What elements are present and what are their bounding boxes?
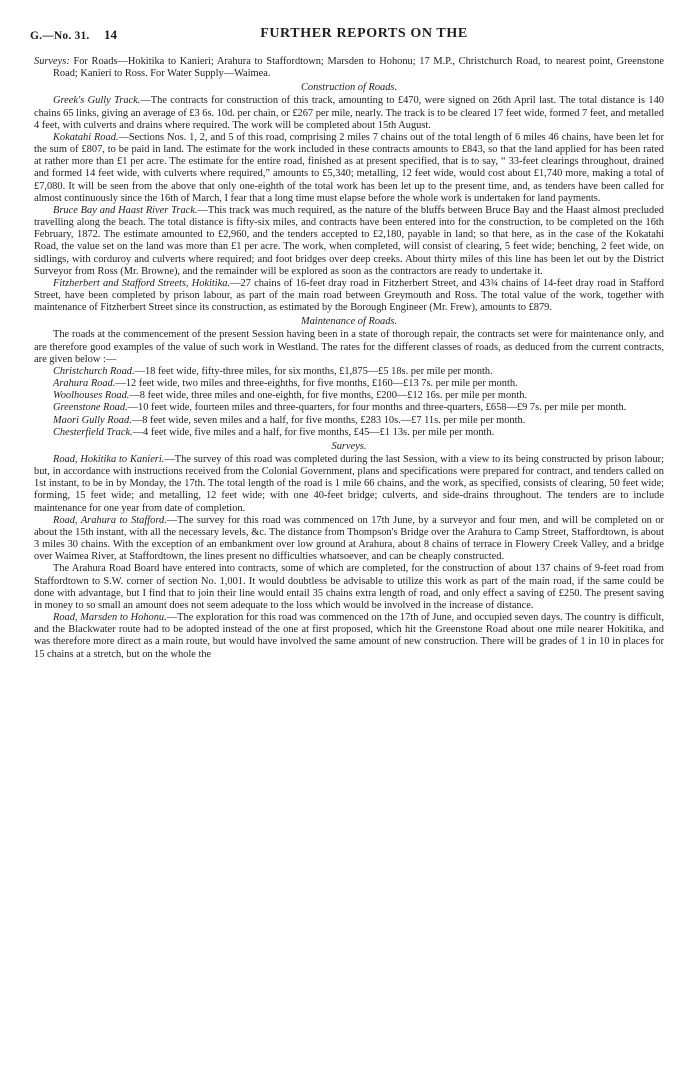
paragraph-text: —10 feet wide, fourteen miles and three-quarters, for four months and three-quarters, £658—£9 7s. per mile per month.	[127, 402, 627, 414]
paragraph-text: —12 feet wide, two miles and three-eighths, for five months, £160—£13 7s. per mile per month.	[115, 378, 518, 390]
paragraph-lead: Fitzherbert and Stafford Streets, Hokitika.	[53, 277, 231, 289]
paragraph-lead: Road, Arahura to Stafford.	[53, 514, 167, 526]
paragraph	[34, 415, 664, 427]
paragraph-text: —The survey for this road was commenced on 17th June, by a surveyor and four men, and will be completed on or about the 15th instant, with all the necessary levels, &c. The distance from Thompson's Bridge over the Arahura to Camp Street, Staffordtown, is about 3 miles 30 chains. With the exception of an embankment over low ground at Arahura, about 8 chains of terrace in Flowery Creek Valley, and a bridge over Waimea River, at Staffordtown, the lines present no difficulties whatsoever, and can be cheaply constructed.	[34, 514, 664, 563]
section-heading: Maintenance of Roads.	[300, 316, 398, 328]
paragraph	[34, 390, 664, 402]
paragraph-text: —4 feet wide, five miles and a half, for five months, £45—£1 13s. per mile per month.	[132, 426, 495, 438]
paragraph	[34, 515, 664, 564]
paragraph-text: —8 feet wide, seven miles and a half, for five months, £283 10s.—£7 11s. per mile per month.	[131, 414, 526, 426]
paragraph	[34, 95, 664, 131]
paragraph-lead: Greenstone Road.	[53, 402, 128, 414]
paragraph	[34, 612, 664, 661]
paragraph-text: The Arahura Road Board have entered into contracts, some of which are completed, for the construction of about 137 chains of 9-feet road from Staffordtown to S.W. corner of section No. 1,001. It would doubtless be advisable to utilize this work as part of the main road, if the same could be done with advantage, but I find that to join their line would entail 35 chains extra length of road, and only effect a saving of £250. The present saving in money to so small an amount does not seem adequate to the loss which would be involved in the increase of distance.	[34, 563, 664, 611]
paragraph-text: For Roads—Hokitika to Kanieri; Arahura to Staffordtown; Marsden to Hohonu; 17 M.P., Christchurch Road, to nearest point, Greenstone Road; Kanieri to Ross. For Water Supply—Waimea.	[53, 56, 664, 80]
paragraph	[34, 378, 664, 390]
document-body	[34, 56, 664, 661]
paragraph	[34, 427, 664, 439]
section-heading: Surveys.	[331, 440, 367, 452]
paragraph	[34, 402, 664, 414]
paragraph-text: —The survey of this road was completed during the last Session, with a view to its being constructed by prison labour; but, in accordance with instructions received from the Colonial Government, plans and specifications were prepared for contract, and tenders called on 1st instant, to be in by Monday, the 17th. The total length of the road is 1 mile 66 chains, and the work, as specified, consists of clearing, 50 feet wide; forming, 15 feet wide; and metalling, 12 feet wide; with one 40-feet bridge; culverts, and side-drains throughout. The tenders are to include maintenance for one year from date of completion.	[34, 454, 664, 514]
paragraph-text: —The contracts for construction of this track, amounting to £470, were signed on 26th April last. The total distance is 140 chains 65 links, giving an average of £3 6s. 10d. per chain, or £267 per mile, nearly. The track is to be cleared 17 feet wide, formed 7 feet, and metalled 4 feet, with culverts and drains where required. The work will be completed about 15th August.	[34, 95, 664, 131]
paragraph-lead: Road, Hokitika to Kanieri.	[53, 454, 165, 465]
paragraph-lead: Bruce Bay and Haast River Track.	[53, 204, 198, 216]
paragraph	[34, 278, 664, 314]
running-title: FURTHER REPORTS ON THE	[260, 26, 468, 41]
section-heading: Construction of Roads.	[300, 82, 398, 94]
paragraph-lead: Road, Marsden to Hohonu.	[53, 612, 167, 624]
paragraph-text: —18 feet wide, fifty-three miles, for six months, £1,875—£5 18s. per mile per month.	[134, 365, 493, 377]
paragraph-lead: Kokatahi Road.	[53, 131, 119, 143]
paragraph-lead: Arahura Road.	[53, 378, 116, 390]
paragraph-text: —This track was much required, as the nature of the bluffs between Bruce Bay and the Haast almost precluded travelling along the beach. The total distance is fifty-six miles, and contracts have been entered into for the construction, to be completed on the 16th February, 1872. The estimate amounted to £2,960, and the tenders accepted to £2,180, payable in land; so that here, as in the case of the Kokatahi Road, the value set on the land was more than £1 per acre. The work, when completed, will consist of clearing, 5 feet wide; benching, 2 feet wide, on sidlings, with corduroy and culverts where required; and foot bridges over deep creeks. About thirty miles of this line has been let out by the District Surveyor from Ross (Mr. Browne), and the remainder will be explored as soon as the contractors are ready to undertake it.	[34, 204, 664, 277]
paragraph-lead: Christchurch Road.	[53, 365, 135, 377]
paragraph-text: The roads at the commencement of the present Session having been in a state of thorough repair, the contracts set were for maintenance only, and are therefore good examples of the value of such work in Westland. The rates for the different classes of roads, as deduced from the current contracts, are given below :—	[34, 329, 664, 365]
paragraph	[34, 56, 664, 80]
paragraph-text: —The exploration for this road was commenced on the 17th of June, and occupied seven days. The country is difficult, and the Blackwater route had to be adopted instead of the one at first proposed, which hit the Greenstone Road about one mile nearer Hokitika, and was therefore more direct as a main route, but would have involved the same amount of new construction. There will be grades of 1 in 10 in places for 15 chains at a stretch, but on the whole the	[34, 612, 664, 660]
paragraph	[34, 366, 664, 378]
paragraph-text: —27 chains of 16-feet dray road in Fitzherbert Street, and 43¾ chains of 14-feet dray road in Stafford Street, have been completed by prison labour, as part of the main road between Greymouth and Ross. The total value of the work, together with maintenance of Fitzherbert Street since its construction, as estimated by the Borough Engineer (Mr. Frew), amounts to £879.	[34, 277, 664, 314]
paragraph-text: —8 feet wide, three miles and one-eighth, for five months, £200—£12 16s. per mile per month.	[129, 390, 528, 402]
paragraph	[34, 454, 664, 515]
paragraph-lead: Greek's Gully Track.	[53, 95, 141, 107]
paragraph-text: —Sections Nos. 1, 2, and 5 of this road, comprising 2 miles 7 chains out of the total length of 6 miles 46 chains, have been let for the sum of £807, to be paid in land. The estimate for the work included in these contracts amounts to £843, so that the land applied for has been rated at rather more than £1 per acre. The estimate for the entire road, finished as at present specified, that is to say, “ 33-feet clearings throughout, drained and formed 14 feet wide, with culverts where required,” amounts to £5,340; metalling, 12 feet wide, would cost about £1,740 more, making a total of £7,080. It will be seen from the above that only one-eighth of the total work has been let up to the present time, and, as tenders have been called for almost continuously since the 16th of March, I fear that a long time must elapse before the whole work is undertaken for land payments.	[34, 131, 665, 204]
paragraph	[34, 563, 664, 612]
running-head	[30, 14, 664, 42]
paragraph-lead: Surveys:	[34, 56, 70, 67]
page-number: 14	[104, 27, 117, 42]
document-reference: G.—No. 31.	[30, 30, 90, 42]
paragraph-lead: Maori Gully Road.	[53, 414, 132, 426]
paragraph	[34, 205, 664, 278]
paragraph-lead: Woolhouses Road.	[53, 390, 130, 402]
paragraph	[34, 329, 664, 365]
paragraph	[34, 132, 664, 205]
paragraph-lead: Chesterfield Track.	[53, 426, 133, 438]
